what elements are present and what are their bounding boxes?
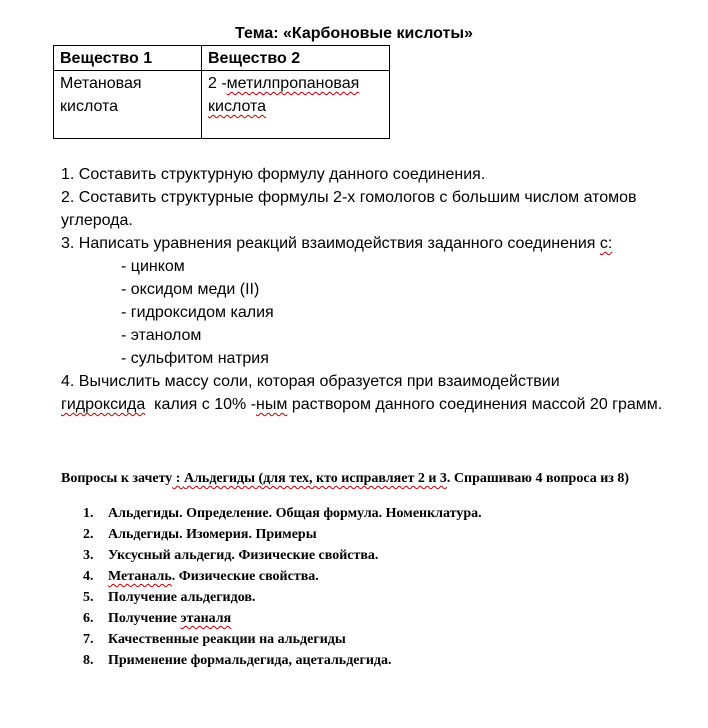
list-item-text: Альдегиды. Изомерия. Примеры: [108, 527, 317, 542]
list-item-text: Получение альдегидов.: [108, 590, 256, 605]
substance-1-line-2: кислота: [60, 98, 119, 115]
questions-list: [61, 503, 681, 671]
list-item: [61, 524, 681, 545]
task-4-hydroxide: гидроксида: [61, 396, 146, 413]
task-2: 2. Составить структурные формулы 2-х гомологов с большим числом атомов углерода.: [61, 189, 637, 229]
reactant-sodium-sulfite: - сульфитом натрия: [121, 350, 269, 367]
substances-table: [53, 45, 390, 139]
reactant-copper-oxide: - оксидом меди (II): [121, 281, 260, 298]
list-item: [61, 629, 681, 650]
questions-header-colon: :: [172, 471, 184, 486]
table-header-substance-1: Вещество 1: [54, 46, 202, 71]
list-item: [61, 650, 681, 671]
list-item-text: Метаналь: [108, 569, 172, 584]
table-header-substance-2: Вещество 2: [202, 46, 390, 71]
list-item: [61, 503, 681, 524]
table-header-row: [54, 46, 390, 71]
list-item-number: 8.: [83, 653, 94, 668]
questions-header: [61, 469, 681, 489]
questions-header-lead: Вопросы к зачету: [61, 471, 173, 486]
task-4-potassium: калия с 10% -: [154, 396, 257, 413]
questions-header-tail: . Спрашиваю 4 вопроса из 8): [446, 471, 630, 486]
list-item: [61, 545, 681, 566]
reactant-zinc: - цинком: [121, 258, 185, 275]
task-4-line-1: 4. Вычислить массу соли, которая образуется при взаимодействии: [61, 373, 560, 390]
list-item: [61, 608, 681, 629]
list-item-number: 1.: [83, 506, 94, 521]
list-item: [61, 566, 681, 587]
task-4-rest: раствором данного соединения массой 20 грамм.: [291, 396, 663, 413]
list-item-text: Качественные реакции на альдегиды: [108, 632, 346, 647]
page-title: Тема: «Карбоновые кислоты»: [235, 25, 473, 42]
task-3-text: 3. Написать уравнения реакций взаимодействия заданного соединения: [61, 235, 596, 252]
task-4: [61, 370, 681, 416]
list-item-number: 3.: [83, 548, 94, 563]
task-list: [61, 163, 681, 416]
reactant-potassium-hydroxide: - гидроксидом калия: [121, 304, 274, 321]
table-cell-substance-2: [202, 71, 390, 139]
task-3: [61, 232, 681, 255]
list-item-number: 5.: [83, 590, 94, 605]
list-item-text-rest: . Физические свойства.: [171, 569, 319, 584]
list-item-text: Получение: [108, 611, 181, 626]
list-item-number: 7.: [83, 632, 94, 647]
list-item-number: 4.: [83, 569, 94, 584]
list-item-text: Применение формальдегида, ацетальдегида.: [108, 653, 392, 668]
list-item-text: Альдегиды. Определение. Общая формула. Номенклатура.: [108, 506, 482, 521]
table-cell-substance-1: [54, 71, 202, 139]
exam-questions: [61, 469, 681, 671]
list-item-text-rest: этаналя: [180, 611, 232, 626]
task-4-nym: ным: [256, 396, 288, 413]
questions-header-topic: Альдегиды (для тех, кто исправляет 2 и 3: [183, 471, 447, 486]
list-item-number: 2.: [83, 527, 94, 542]
task-3-suffix: с:: [599, 235, 613, 252]
substance-1-line-1: Метановая: [60, 75, 142, 92]
reactant-ethanol: - этанолом: [121, 327, 202, 344]
substance-2-line-2: кислота: [208, 98, 267, 115]
list-item-text: Уксусный альдегид. Физические свойства.: [108, 548, 379, 563]
substance-2-name: метилпропановая: [226, 75, 360, 92]
substance-2-prefix: 2 -: [208, 75, 227, 92]
task-1: 1. Составить структурную формулу данного соединения.: [61, 166, 486, 183]
list-item-number: 6.: [83, 611, 94, 626]
table-row: [54, 71, 390, 139]
list-item: [61, 587, 681, 608]
